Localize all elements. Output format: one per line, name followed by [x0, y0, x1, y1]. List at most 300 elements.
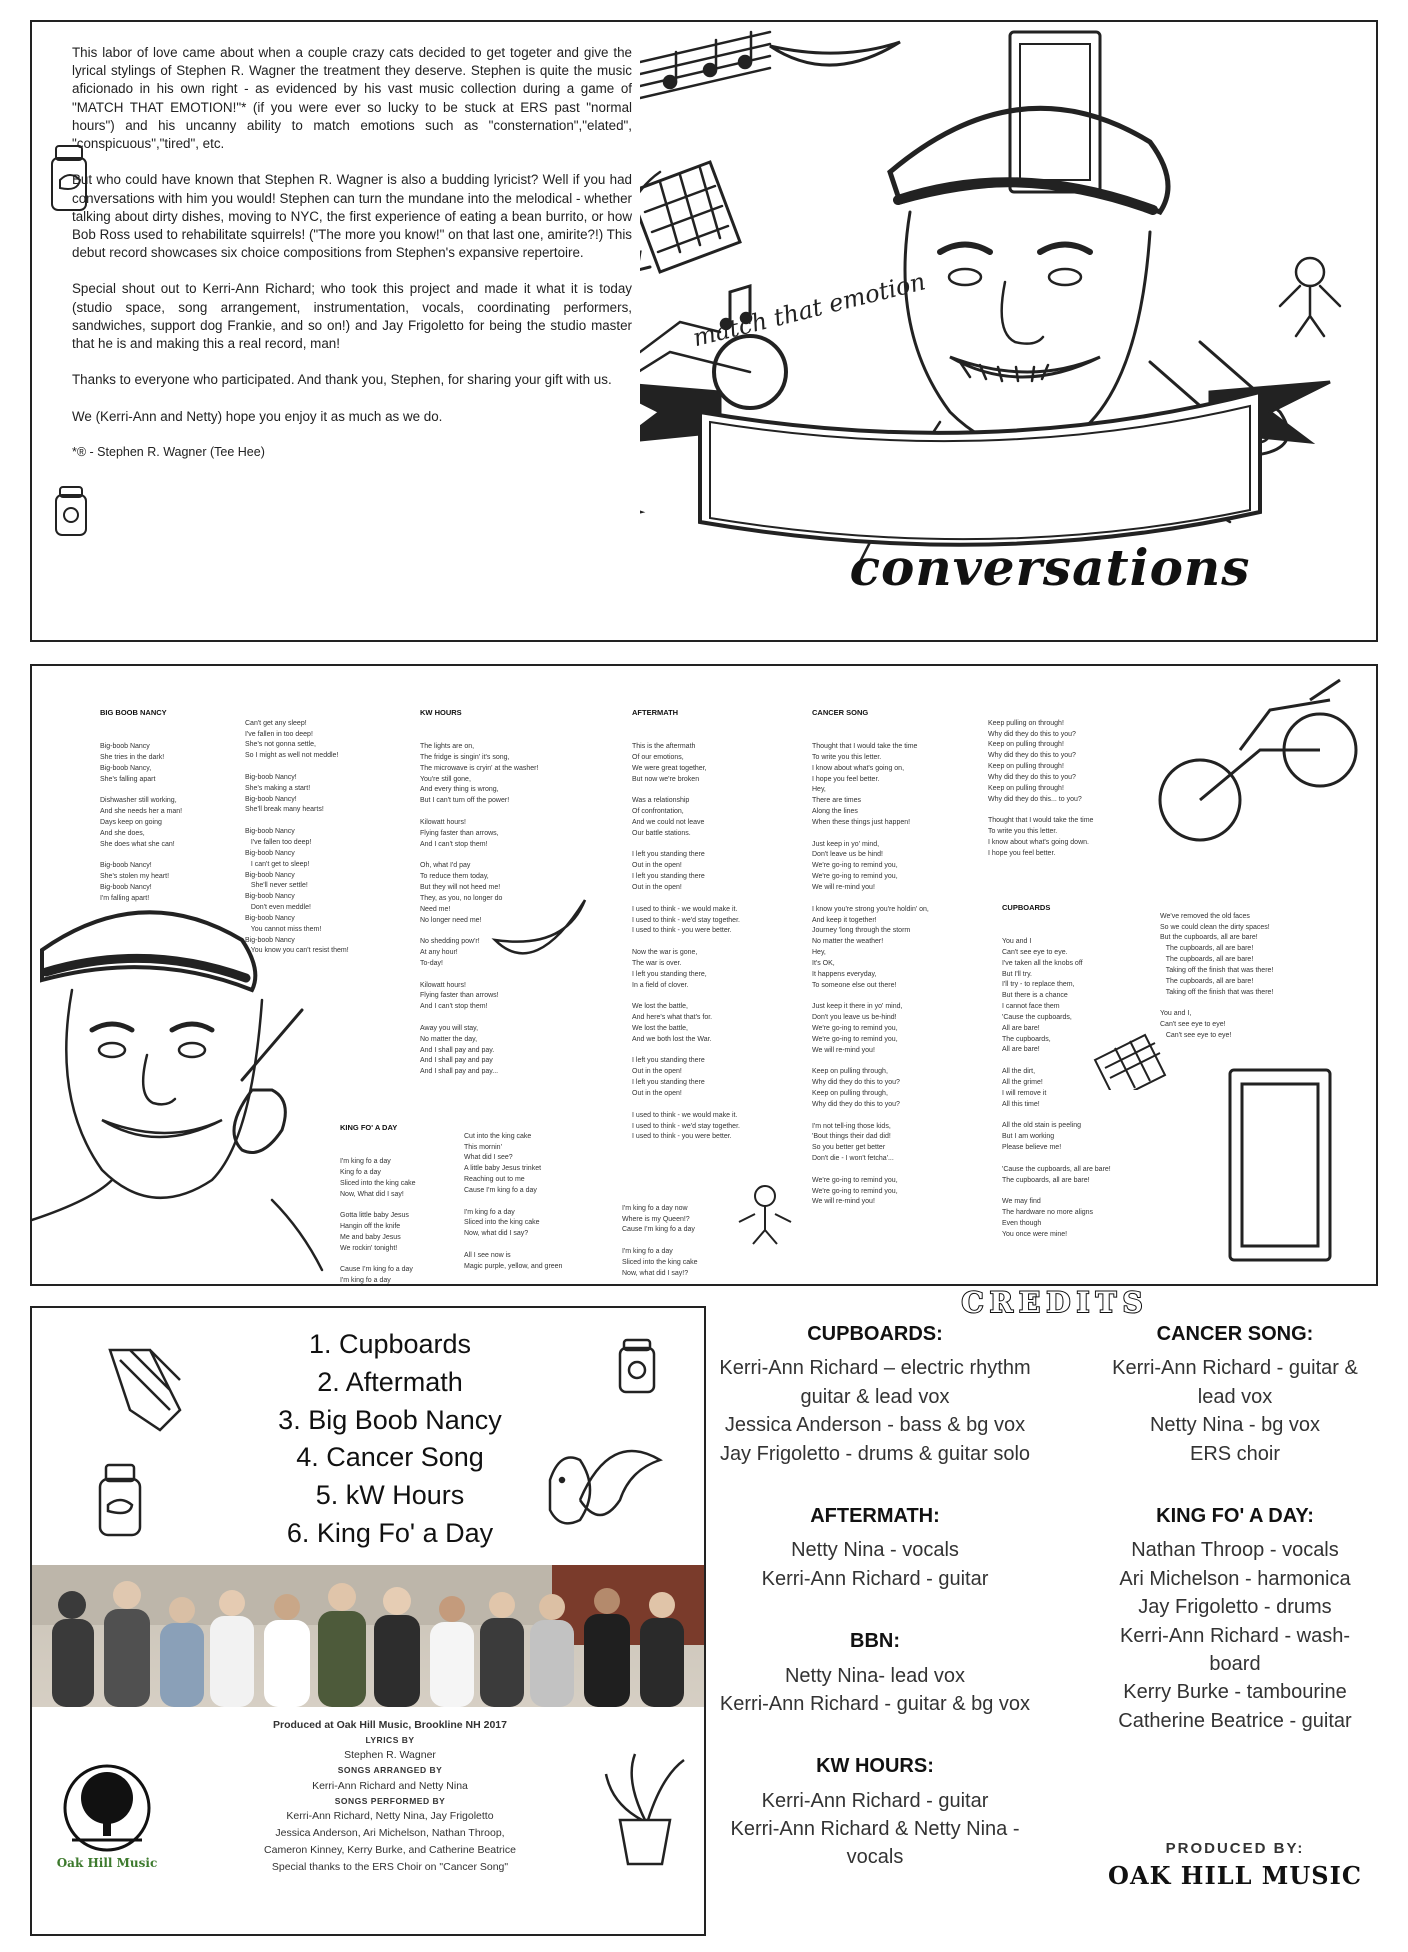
lyric-line: We rockin' tonight! [340, 1244, 398, 1252]
lyric-line: Sliced into the king cake [340, 1179, 416, 1187]
lyric-line: I know you're strong you're holdin' on, [812, 905, 929, 913]
credit-heading: CANCER SONG: [1156, 1323, 1314, 1345]
produced-by-name: OAK HILL MUSIC [1108, 1861, 1362, 1890]
lyric-line: I've fallen in too deep! [245, 730, 313, 738]
lyric-line [812, 894, 929, 905]
lyric-line: All I see now is [464, 1251, 511, 1259]
arranged-by: Kerri-Ann Richard and Netty Nina [312, 1779, 468, 1792]
lyric-line: We're go-ing to remind you, [812, 1024, 898, 1032]
lyric-line: Just keep in yo' mind, [812, 840, 880, 848]
lyric-line: Away you will stay, [420, 1024, 479, 1032]
performed-by: Jessica Anderson, Ari Michelson, Nathan Throop, [275, 1826, 505, 1839]
produced-by [1105, 1840, 1365, 1890]
lyric-line: And I can't stop them! [420, 1003, 488, 1011]
lyric-line: But I'll try. [1002, 970, 1032, 978]
jar-icon [612, 1336, 662, 1396]
lyric-line [632, 840, 740, 851]
lyric-line: You know you can't resist them! [245, 947, 349, 955]
lyric-line: I left you standing there [632, 1079, 705, 1087]
lyric-line: I used to think - we'd stay together. [632, 916, 740, 924]
lyric-line: We will re-mind you! [812, 1046, 875, 1054]
produced-by-label: PRODUCED BY: [1165, 1840, 1305, 1857]
lyric-line: I used to think - you were better. [632, 927, 732, 935]
lyric-line: And here's what that's for. [632, 1014, 713, 1022]
lyric-line: But the cupboards, all are bare! [1160, 934, 1258, 942]
gloves-icon [90, 1330, 200, 1440]
lyric-line: I will remove it [1002, 1089, 1047, 1097]
lyric-line [632, 991, 740, 1002]
lyric-line: Our battle stations. [632, 829, 691, 837]
lyric-line: Don't you leave us be-hind! [812, 1014, 897, 1022]
intro-text [72, 44, 632, 479]
lyric-line [812, 1165, 929, 1176]
lyric-line: I left you standing there [632, 873, 705, 881]
lyric-line: Why did they do this to you? [988, 773, 1076, 781]
lyric-line [632, 785, 740, 796]
lyric-line: Out in the open! [632, 883, 682, 891]
lyric-line: She's falling apart [100, 775, 156, 783]
arranged-by-label: SONGS ARRANGED BY [337, 1765, 443, 1776]
lyric-line: Need me! [420, 905, 451, 913]
lyric-line: And we could not leave [632, 818, 705, 826]
lyrics-big-boob-nancy [100, 685, 182, 916]
lyric-line: Big-boob Nancy [245, 893, 295, 901]
lyric-line: Even though [1002, 1219, 1042, 1227]
lyric-line: And I shall pay and pay [420, 1057, 493, 1065]
lyric-line: You once were mine! [1002, 1230, 1068, 1238]
salt-shaker-icon [38, 140, 102, 220]
lyric-line: We're go-ing to remind you, [812, 873, 898, 881]
lyrics-cupboards-cont [1160, 890, 1273, 1053]
lyric-line: So you better get better [812, 1144, 886, 1152]
lyric-line: I left you standing there [632, 851, 705, 859]
lyric-line: To reduce them today, [420, 873, 489, 881]
lyrics-title: AFTERMATH [632, 707, 679, 717]
credit-heading: KING FO' A DAY: [1156, 1504, 1314, 1527]
lyric-line: Why did they do this to you? [812, 1079, 900, 1087]
lyric-line: Hangin off the knife [340, 1223, 401, 1231]
salt-shaker-icon [80, 1455, 160, 1545]
performed-by: Cameron Kinney, Kerry Burke, and Catherine Beatrice [264, 1843, 516, 1856]
lyric-line: I used to think - you were better. [632, 1133, 732, 1141]
lyric-line [340, 1200, 416, 1211]
lyric-line [632, 1046, 740, 1057]
lyric-line: Big-boob Nancy [245, 849, 295, 857]
credit-line: Kerri-Ann Richard - guitar [761, 1567, 989, 1590]
credits-left-column [710, 1320, 1040, 1872]
squirrel-icon [530, 1440, 670, 1550]
production-info [190, 1717, 590, 1875]
lyric-line: We will re-mind you! [812, 1198, 875, 1206]
lyric-line: We're go-ing to remind you, [812, 862, 898, 870]
lyric-line [100, 850, 182, 861]
lyric-line: Days keep on going [100, 818, 162, 826]
produced-at: Produced at Oak Hill Music, Brookline NH 2017 [273, 1719, 507, 1731]
lyric-line: I hope you feel better. [812, 775, 880, 783]
lyric-line: But I am working [1002, 1133, 1055, 1141]
lyric-line: Kilowatt hours! [420, 981, 466, 989]
lyric-line: Thought that I would take the time [988, 817, 1094, 825]
lyric-line: You and I, [1160, 1010, 1192, 1018]
lyric-line [988, 805, 1093, 816]
credit-line: lead vox [1197, 1385, 1273, 1408]
lyric-line [812, 829, 929, 840]
lyric-line: We're go-ing to remind you, [812, 1176, 898, 1184]
lyric-line [245, 762, 349, 773]
lyric-line: We were great together, [632, 764, 707, 772]
lyric-line: She's not gonna settle, [245, 741, 316, 749]
credit-heading: KW HOURS: [816, 1755, 934, 1778]
lyric-line: When these things just happen! [812, 818, 911, 826]
lyric-line: I'm king fo a day [464, 1208, 515, 1216]
track-item: 2. Aftermath [317, 1366, 463, 1397]
lyric-line: Big-boob Nancy [245, 914, 295, 922]
lyric-line: The cupboards, all are bare! [1160, 956, 1254, 964]
track-item: 1. Cupboards [308, 1329, 472, 1359]
lyric-line: Sliced into the king cake [622, 1258, 698, 1266]
lyric-line: She'll break many hearts! [245, 806, 324, 814]
lyric-line: Please believe me! [1002, 1144, 1062, 1152]
lyric-line: Can't see eye to eye! [1160, 1021, 1226, 1029]
lyric-line [1002, 1186, 1111, 1197]
credit-heading: AFTERMATH: [810, 1504, 940, 1527]
credit-heading: CUPBOARDS: [807, 1323, 943, 1345]
lyrics-by-label: LYRICS BY [365, 1734, 415, 1745]
lyric-line: And keep it together! [812, 916, 877, 924]
lyric-line [632, 894, 740, 905]
lyric-line: 'Cause the cupboards, [1002, 1013, 1072, 1021]
lyric-line: No matter the weather! [812, 938, 884, 946]
credit-heading: BBN: [850, 1630, 900, 1653]
lyric-line: There are times [812, 797, 862, 805]
credit-line: Netty Nina- lead vox [784, 1664, 966, 1687]
lyric-line: Keep on pulling through! [988, 784, 1064, 792]
lyric-line: But there is a chance [1002, 992, 1068, 1000]
lyric-line: Don't even meddle! [245, 904, 311, 912]
lyric-line: Along the lines [812, 808, 858, 816]
credit-line: Kerry Burke - tambourine [1123, 1681, 1347, 1704]
lyric-line: We lost the battle, [632, 1003, 688, 1011]
lyrics-king-fo-a-day-end [622, 1182, 698, 1290]
lyric-line: This is the aftermath [632, 743, 696, 750]
lyric-line [464, 1240, 562, 1251]
lyric-line: It's OK, [812, 959, 835, 967]
motorcycle-icon [1150, 670, 1370, 870]
lyric-line [464, 1197, 562, 1208]
intro-paragraph: But who could have known that Stephen R. Wagner is also a budding lyricist? Well if you had conversations with him you would! Stephen can turn the mundane into the melodical - whether talking about dirty dishes, moving to NYC, the first experience of eating a bean burrito, or how Bob Ross used to rehabilitate squirrels! ("The more you know!" on that last one, amirite?!) This debut record showcases six choice compositions from Stephen's expansive repertoire. [72, 172, 632, 261]
credits-right-column [1085, 1320, 1385, 1735]
lyric-line: I'm king fo a day now [622, 1204, 688, 1212]
lyric-line: I'm king fo a day [340, 1277, 391, 1285]
credit-line: Ari Michelson - harmonica [1119, 1567, 1351, 1590]
lyric-line: Big-boob Nancy [245, 871, 295, 879]
lyric-line: She's stolen my heart! [100, 873, 170, 881]
credit-line: Kerri-Ann Richard - guitar & bg vox [719, 1692, 1031, 1715]
lyrics-king-fo-a-day [340, 1100, 416, 1298]
credit-line: Kerri-Ann Richard - guitar [761, 1789, 989, 1812]
lyrics-by: Stephen R. Wagner [344, 1749, 436, 1762]
lyric-line: To someone else out there! [812, 981, 897, 989]
lyric-line: Why did they do this... to you? [988, 795, 1082, 803]
lyric-line: Big-boob Nancy [245, 828, 295, 836]
credit-line: Jessica Anderson - bass & bg vox [724, 1414, 1026, 1437]
portrait-illustration [32, 890, 332, 1282]
lyric-line: Can't see eye to eye! [1160, 1031, 1232, 1039]
lyric-line: All are bare! [1002, 1046, 1040, 1054]
lyric-line: So I might as well not meddle! [245, 752, 339, 760]
lyric-line: And she does, [100, 829, 145, 837]
lyric-line: Hey, [812, 949, 826, 957]
lyric-line: We lost the battle, [632, 1024, 688, 1032]
lyric-line: I can't get to sleep! [245, 860, 310, 868]
lyric-line [245, 816, 349, 827]
lyric-line: She'll never settle! [245, 882, 308, 890]
lyric-line: We may find [1002, 1198, 1041, 1206]
lyric-line: Big-boob Nancy! [245, 795, 297, 803]
lyric-line: And I can't stop them! [420, 840, 488, 848]
lyric-line: The cupboards, all are bare! [1160, 977, 1254, 985]
lyric-line [420, 850, 538, 861]
track-item: 4. Cancer Song [296, 1442, 484, 1473]
lyric-line: Was a relationship [632, 797, 690, 805]
credit-line: Netty Nina - vocals [791, 1539, 959, 1562]
lyric-line: But I can't turn off the power! [420, 797, 510, 805]
lyric-line: Kilowatt hours! [420, 818, 466, 826]
lyric-line: But they will not heed me! [420, 883, 501, 891]
lyric-line: It happens everyday, [812, 970, 877, 978]
lyric-line: Reaching out to me [464, 1176, 525, 1184]
lyric-line: Of our emotions, [632, 753, 684, 761]
lyric-line: Keep pulling on through! [988, 719, 1064, 727]
lyric-line [812, 1056, 929, 1067]
lyric-line: Out in the open! [632, 1090, 682, 1097]
lyric-line [812, 1111, 929, 1122]
lyric-line: Cause I'm king fo a day [340, 1266, 413, 1274]
lyric-line: All the old stain is peeling [1002, 1122, 1081, 1130]
lyric-line: Keep on pulling through! [988, 763, 1064, 771]
lyric-line: Can't get any sleep! [245, 719, 307, 727]
lyric-line: Taking off the finish that was there! [1160, 988, 1274, 996]
lyric-line: King fo a day [340, 1168, 381, 1176]
lyric-line: We will re-mind you! [812, 883, 875, 891]
credit-line: guitar & lead vox [800, 1385, 950, 1408]
logo-text: Oak Hill Music [56, 1856, 158, 1870]
lyric-line: No shedding pow'r! [420, 938, 480, 946]
lyric-line: You and I [1002, 938, 1032, 945]
lyric-line: To-day! [420, 959, 443, 967]
lyrics-aftermath [632, 685, 740, 1154]
performed-by: Kerri-Ann Richard, Netty Nina, Jay Frigoletto [286, 1810, 494, 1823]
lyric-line: Thought that I would take the time [812, 743, 918, 750]
lyric-line: I'm falling apart! [100, 894, 150, 902]
lyric-line: Hey, [812, 786, 826, 794]
lyric-line [632, 1100, 740, 1111]
lyric-line: They, as you, no longer do [420, 894, 503, 902]
lyric-line: At any hour! [420, 949, 458, 957]
lyric-line: We've removed the old faces [1160, 912, 1250, 920]
lyric-line: Me and baby Jesus [340, 1233, 401, 1241]
lyric-line: To write you this letter. [812, 753, 882, 761]
banana-icon [485, 880, 595, 990]
lyric-line: 'Cause the cupboards, all are bare! [1002, 1165, 1111, 1173]
lyric-line: You cannot miss them! [245, 925, 322, 933]
lyric-line: Now, what did I say!? [622, 1269, 689, 1277]
lyric-line: I used to think - we would make it. [632, 1111, 738, 1119]
lyric-line: Why did they do this to you? [988, 752, 1076, 760]
lyric-line: We're go-ing to remind you, [812, 1035, 898, 1043]
lyrics-title: KW HOURS [420, 707, 462, 717]
lyric-line: In a field of clover. [632, 981, 689, 989]
lyric-line: Cause I'm king fo a day [464, 1186, 537, 1194]
oak-tree-logo [52, 1760, 162, 1860]
lyric-line: Big-boob Nancy, [100, 764, 152, 772]
lyrics-king-fo-a-day-cont [464, 1110, 562, 1284]
lyric-line: We're go-ing to remind you, [812, 1187, 898, 1195]
lyric-line: All are bare! [1002, 1024, 1040, 1032]
lyric-line: Cut into the king cake [464, 1132, 532, 1140]
lyric-line: The lights are on, [420, 743, 475, 750]
lyric-line: And I shall pay and pay... [420, 1068, 499, 1076]
lyric-line [100, 785, 182, 796]
lyric-line: All the dirt, [1002, 1068, 1036, 1076]
lyric-line: But now we're broken [632, 775, 700, 783]
lyric-line: Why did they do this to you? [988, 730, 1076, 738]
track-item: 3. Big Boob Nancy [278, 1404, 502, 1435]
intro-footnote: *® - Stephen R. Wagner (Tee Hee) [72, 444, 265, 459]
gingerbread-icon [730, 1180, 800, 1250]
lyric-line: Flying faster than arrows, [420, 829, 499, 837]
lyrics-title: CANCER SONG [812, 707, 869, 717]
credit-line: vocals [846, 1846, 904, 1869]
lyric-line: And I shall pay and pay. [420, 1046, 495, 1054]
lyric-line: The hardware no more aligns [1002, 1209, 1094, 1217]
lyric-line: She does what she can! [100, 840, 175, 848]
lyric-line [1160, 998, 1273, 1009]
lyric-line: Where is my Queen!? [622, 1215, 690, 1223]
lyric-line: I'll try - to replace them, [1002, 981, 1075, 989]
lyric-line: Big-boob Nancy [100, 743, 150, 750]
track-list [200, 1326, 580, 1553]
lyric-line: Out in the open! [632, 1068, 682, 1076]
lyric-line: I know about what's going down. [988, 838, 1089, 846]
lyric-line: Just keep it there in yo' mind, [812, 1003, 903, 1011]
lyric-line: Magic purple, yellow, and green [464, 1262, 563, 1270]
credit-line: Kerri-Ann Richard – electric rhythm [719, 1357, 1031, 1380]
special-thanks: Special thanks to the ERS Choir on "Cancer Song" [271, 1860, 509, 1873]
lyric-line: I left you standing there [632, 1057, 705, 1065]
lyric-line [812, 991, 929, 1002]
lyric-line [622, 1236, 698, 1247]
lyric-line: No matter the day, [420, 1035, 478, 1043]
lyric-line: Of confrontation, [632, 808, 684, 816]
credit-line: Kerri-Ann Richard & Netty Nina - [730, 1818, 1020, 1841]
lyric-line: What did I see? [464, 1154, 513, 1162]
lyric-line: The cupboards, all are bare! [1160, 945, 1254, 953]
credit-line: Netty Nina - bg vox [1149, 1414, 1321, 1437]
lyric-line: I know about what's going on, [812, 764, 905, 772]
lyric-line [1002, 1111, 1111, 1122]
window-icon [1220, 1060, 1350, 1280]
lyric-line: I'm king fo a day [340, 1158, 391, 1165]
lyrics-title: CUPBOARDS [1002, 902, 1051, 912]
lyric-line: I'm not tell-ing those kids, [812, 1122, 891, 1130]
lyric-line: Why did they do this to you? [812, 1100, 900, 1108]
lyric-line: Now the war is gone, [632, 949, 698, 957]
lyric-line: This mornin' [464, 1143, 502, 1151]
credit-line: ERS choir [1189, 1442, 1281, 1465]
lyric-line: Now, what did I say? [464, 1230, 529, 1238]
lyric-line: Journey 'long through the storm [812, 927, 911, 935]
lyric-line: The fridge is singin' it's song, [420, 753, 510, 761]
lyric-line: She's making a start! [245, 784, 311, 792]
lyric-line: 'Bout things their dad did! [812, 1133, 891, 1141]
lyric-line: I left you standing there, [632, 970, 707, 978]
lyric-line: I'm king fo a day [622, 1248, 673, 1256]
lyric-line: All this time! [1002, 1100, 1040, 1108]
lyric-line: Oh, what I'd pay [420, 862, 471, 870]
credit-line: Kerri-Ann Richard - wash- [1119, 1624, 1351, 1647]
lyric-line: I used to think - we'd stay together. [632, 1122, 740, 1130]
lyric-line: Sliced into the king cake [464, 1219, 540, 1227]
lyric-line: You're still gone, [420, 775, 471, 783]
lyric-line: I cannot face them [1002, 1003, 1060, 1011]
lyric-line [420, 807, 538, 818]
credit-line: Jay Frigoletto - drums [1138, 1596, 1332, 1619]
lyric-line: Don't leave us be hind! [812, 851, 883, 859]
lyric-line: The microwave is cryin' at the washer! [420, 764, 539, 772]
lyric-line: A little baby Jesus trinket [464, 1165, 542, 1173]
performed-by-label: SONGS PERFORMED BY [334, 1795, 446, 1806]
lyrics-cancer-song [812, 685, 929, 1219]
lyric-line: Flying faster than arrows! [420, 992, 499, 1000]
lyrics-title: KING FO' A DAY [340, 1122, 398, 1132]
group-photo [32, 1565, 704, 1707]
lyrics-cancer-song-cont [988, 697, 1093, 871]
lyric-line [420, 1013, 538, 1024]
lyric-line: And we both lost the War. [632, 1035, 712, 1043]
credits-title: CREDITS [961, 1286, 1149, 1319]
tagline: match that emotion [690, 267, 929, 353]
credit-line: Kerri-Ann Richard - guitar & [1112, 1357, 1358, 1380]
intro-paragraph: This labor of love came about when a couple crazy cats decided to get togeter and give the lyrical stylings of Stephen R. Wagner the treatment they deserve. Stephen is quite the music aficionado in his own right - as evidenced by his vast music collection during a game of "MATCH THAT EMOTION!"* (if you were ever so lucky to be stuck at ERS past "normal hours") and his uncanny ability to match emotions such as "consternation","elated", "conspicuous","tired", etc. [72, 45, 632, 152]
lyric-line: Big-boob Nancy [245, 936, 295, 944]
lyric-line: Keep on pulling through, [812, 1090, 888, 1097]
track-item: 5. kW Hours [315, 1480, 465, 1511]
lyric-line [1002, 1154, 1111, 1165]
lyric-line: Dishwasher still working, [100, 797, 177, 805]
lyric-line: No longer need me! [420, 916, 482, 924]
intro-paragraph: We (Kerri-Ann and Netty) hope you enjoy it as much as we do. [72, 408, 443, 424]
lyric-line: Now, What did I say! [340, 1190, 404, 1198]
lyric-line: Taking off the finish that was there! [1160, 966, 1274, 974]
jar-icon [50, 485, 94, 541]
track-item: 6. King Fo' a Day [286, 1517, 494, 1548]
lyric-line: She tries in the dark! [100, 753, 165, 761]
intro-paragraph: Special shout out to Kerri-Ann Richard; who took this project and made it what it is today (studio space, song arrangement, instrumentation, vocals, coordinating performers, sandwiches, support dog Frankie, and so on!) and Jay Frigoletto for being the studio master that he is and making this a real record, man! [72, 281, 632, 352]
lyric-line: All the grime! [1002, 1078, 1043, 1086]
lyric-line: To write you this letter. [988, 828, 1058, 836]
lyrics-title: BIG BOOB NANCY [100, 707, 167, 717]
lyric-line: Don't die - I won't fetcha'... [812, 1155, 894, 1163]
lyric-line: And she needs her a man! [100, 808, 183, 816]
lyric-line: Big-boob Nancy! [245, 773, 297, 781]
lyric-line [632, 937, 740, 948]
plant-icon [600, 1750, 690, 1870]
credit-line: Jay Frigoletto - drums & guitar solo [719, 1442, 1031, 1465]
lyric-line: I've fallen too deep! [245, 838, 312, 846]
lyric-line: Gotta little baby Jesus [340, 1212, 409, 1220]
lyric-line: Big-boob Nancy! [100, 862, 152, 870]
